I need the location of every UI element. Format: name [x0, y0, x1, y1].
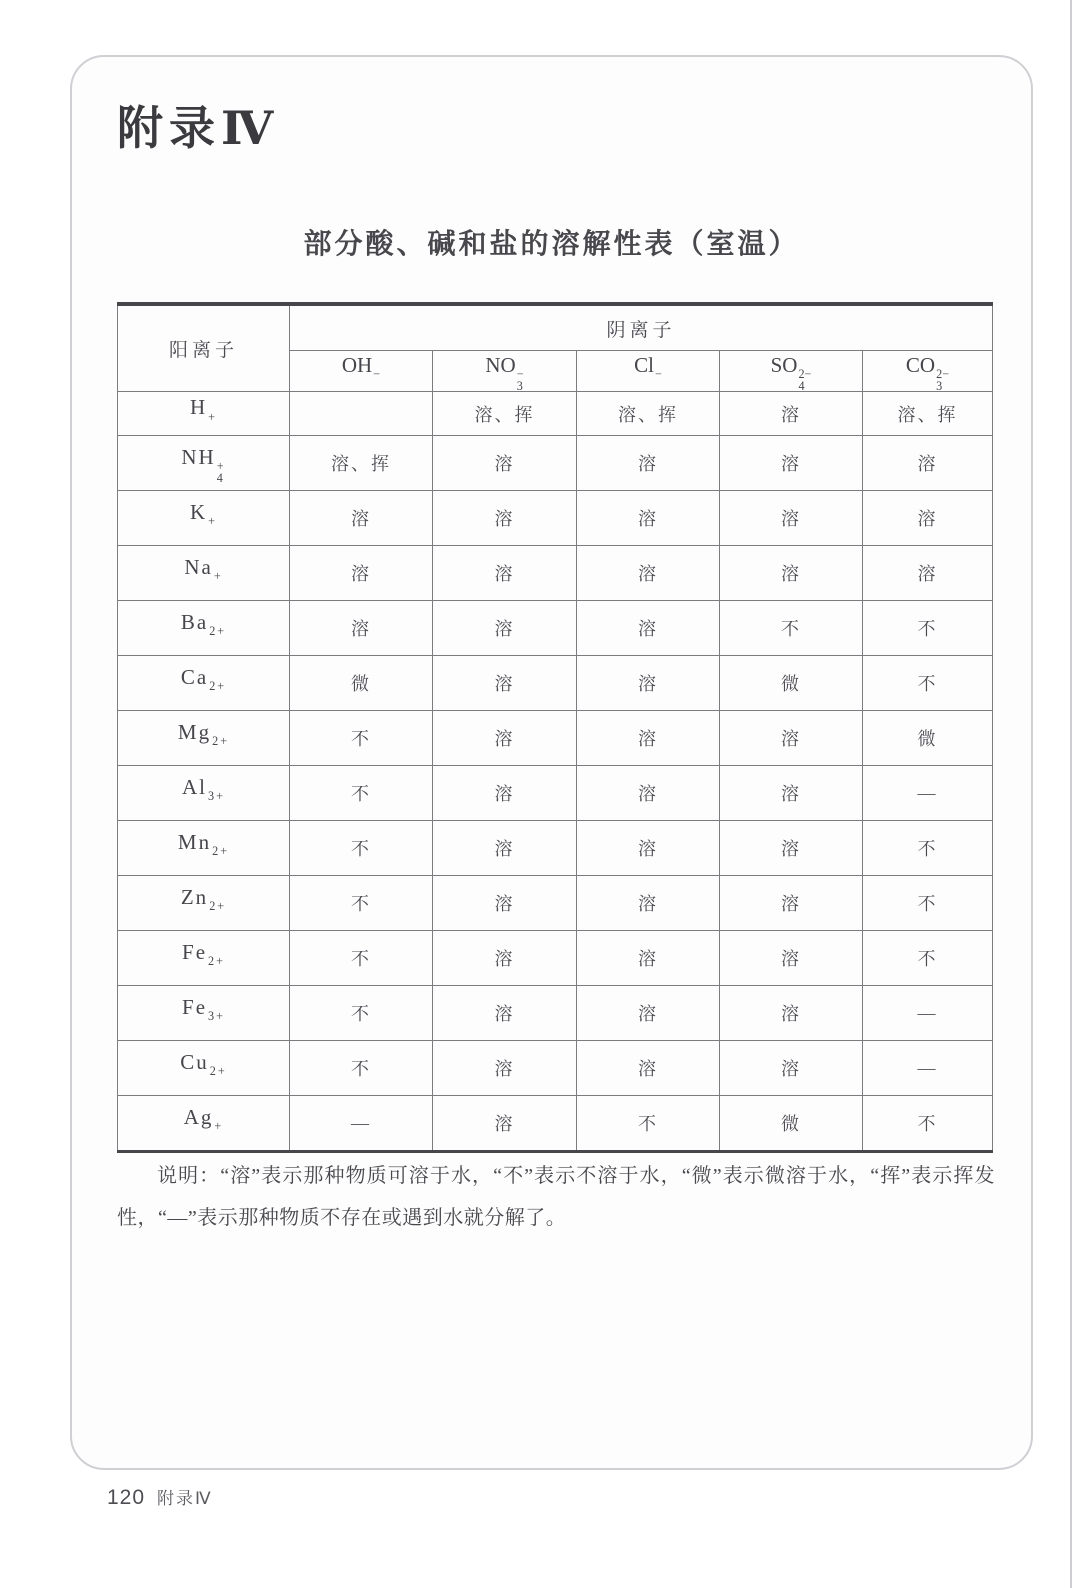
solubility-cell: 溶: [290, 546, 433, 601]
anion-header-cell: [863, 351, 993, 392]
ion-formula-cation-1: NH + 4: [181, 444, 226, 486]
ion-formula-cation-4: Ba 2+: [180, 609, 227, 638]
table-row: [118, 601, 993, 656]
solubility-cell: 溶: [863, 546, 993, 601]
cation-cell: [118, 656, 290, 711]
solubility-cell: 溶: [577, 876, 720, 931]
ion-formula-cation-13: Ag +: [183, 1104, 224, 1133]
page-scan-edge: [1070, 0, 1072, 1588]
solubility-cell: —: [863, 1041, 993, 1096]
solubility-cell: 不: [290, 711, 433, 766]
solubility-cell: 溶: [290, 491, 433, 546]
solubility-cell: 不: [290, 931, 433, 986]
solubility-cell: 不: [290, 986, 433, 1041]
solubility-cell: 溶: [720, 436, 863, 491]
solubility-cell: 不: [863, 1096, 993, 1152]
cation-cell: [118, 392, 290, 436]
solubility-cell: 溶: [720, 546, 863, 601]
solubility-cell: 溶: [720, 931, 863, 986]
table-row: [118, 986, 993, 1041]
cation-cell: [118, 876, 290, 931]
table-row: [118, 392, 993, 436]
cation-cell: [118, 1096, 290, 1152]
ion-formula-cation-11: Fe 3+: [182, 994, 225, 1023]
solubility-cell: 不: [863, 656, 993, 711]
solubility-cell: 溶: [433, 491, 577, 546]
solubility-cell: 不: [290, 766, 433, 821]
appendix-heading: 附录Ⅳ: [117, 103, 280, 154]
solubility-cell: 溶: [433, 436, 577, 491]
ion-formula-cation-8: Mn 2+: [177, 829, 230, 858]
solubility-cell: 不: [863, 931, 993, 986]
solubility-cell: 溶: [577, 436, 720, 491]
solubility-cell: 溶: [720, 711, 863, 766]
solubility-cell: 不: [863, 876, 993, 931]
book-page: [70, 55, 1033, 1470]
solubility-cell: 溶: [720, 986, 863, 1041]
anion-header-cell: [720, 351, 863, 392]
solubility-cell: 不: [863, 601, 993, 656]
ion-formula-anion-3: SO 2− 4: [770, 352, 812, 394]
solubility-cell: 溶: [577, 986, 720, 1041]
table-row: [118, 931, 993, 986]
solubility-cell: 溶: [433, 821, 577, 876]
solubility-cell: 溶: [433, 601, 577, 656]
solubility-cell: 不: [290, 876, 433, 931]
cation-cell: [118, 601, 290, 656]
anion-group-header: 阴离子: [290, 304, 993, 351]
ion-formula-anion-0: OH −: [341, 352, 381, 381]
ion-formula-cation-2: K +: [189, 499, 218, 528]
solubility-table: [117, 302, 993, 1153]
ion-formula-cation-9: Zn 2+: [180, 884, 227, 913]
solubility-cell: 溶: [863, 491, 993, 546]
ion-formula-cation-6: Mg 2+: [177, 719, 230, 748]
anion-header-cell: [290, 351, 433, 392]
table-row: [118, 656, 993, 711]
ion-formula-cation-3: Na +: [184, 554, 223, 583]
cation-cell: [118, 1041, 290, 1096]
solubility-cell: —: [863, 986, 993, 1041]
table-row: [118, 1096, 993, 1152]
solubility-cell: 溶: [577, 931, 720, 986]
table-row: [118, 766, 993, 821]
solubility-cell: 溶: [433, 656, 577, 711]
solubility-cell: 微: [720, 656, 863, 711]
solubility-cell: 溶: [720, 392, 863, 436]
solubility-cell: 不: [863, 821, 993, 876]
solubility-cell: 溶: [863, 436, 993, 491]
solubility-cell: 溶: [433, 766, 577, 821]
solubility-cell: 溶、挥: [863, 392, 993, 436]
solubility-cell: 溶: [577, 491, 720, 546]
cation-cell: [118, 711, 290, 766]
solubility-cell: 溶: [577, 1041, 720, 1096]
footer-appendix-label: 附录Ⅳ: [157, 1489, 213, 1508]
solubility-cell: 溶: [720, 491, 863, 546]
table-row: [118, 436, 993, 491]
solubility-cell: 溶、挥: [433, 392, 577, 436]
anion-header-cell: [433, 351, 577, 392]
cation-cell: [118, 491, 290, 546]
solubility-cell: 不: [290, 821, 433, 876]
cation-cell: [118, 436, 290, 491]
solubility-cell: 微: [863, 711, 993, 766]
ion-formula-cation-0: H +: [189, 395, 218, 424]
solubility-cell: 溶: [577, 656, 720, 711]
solubility-cell: 溶: [433, 711, 577, 766]
solubility-cell: —: [863, 766, 993, 821]
solubility-cell: 溶: [433, 1041, 577, 1096]
solubility-cell: 溶: [577, 546, 720, 601]
solubility-cell: 溶: [577, 766, 720, 821]
solubility-cell: 溶、挥: [290, 436, 433, 491]
solubility-cell: 不: [720, 601, 863, 656]
table-row: [118, 546, 993, 601]
cation-cell: [118, 821, 290, 876]
solubility-table-wrap: [117, 302, 993, 1153]
ion-formula-cation-10: Fe 2+: [182, 939, 225, 968]
table-title: 部分酸、碱和盐的溶解性表（室温）: [303, 229, 800, 260]
solubility-cell: 溶: [433, 1096, 577, 1152]
solubility-cell: 溶: [433, 546, 577, 601]
ion-formula-anion-4: CO 2− 3: [905, 352, 950, 394]
table-row: [118, 1041, 993, 1096]
cation-cell: [118, 766, 290, 821]
cation-column-header: 阳离子: [118, 304, 290, 392]
solubility-cell: [290, 392, 433, 436]
solubility-cell: 溶: [433, 876, 577, 931]
solubility-cell: 溶: [577, 711, 720, 766]
solubility-cell: 微: [720, 1096, 863, 1152]
solubility-cell: 溶: [577, 601, 720, 656]
solubility-cell: 不: [577, 1096, 720, 1152]
solubility-cell: 溶: [290, 601, 433, 656]
solubility-cell: 不: [290, 1041, 433, 1096]
solubility-cell: 溶: [433, 986, 577, 1041]
table-row: [118, 876, 993, 931]
solubility-cell: 溶: [720, 766, 863, 821]
ion-formula-anion-1: NO − 3: [485, 352, 524, 394]
page-number: 120: [107, 1486, 146, 1509]
ion-formula-cation-12: Cu 2+: [180, 1049, 227, 1078]
ion-formula-cation-5: Ca 2+: [180, 664, 227, 693]
table-row: [118, 491, 993, 546]
solubility-cell: 溶: [433, 931, 577, 986]
solubility-cell: —: [290, 1096, 433, 1152]
solubility-cell: 微: [290, 656, 433, 711]
solubility-cell: 溶: [720, 821, 863, 876]
ion-formula-cation-7: Al 3+: [182, 774, 225, 803]
solubility-cell: 溶: [720, 1041, 863, 1096]
solubility-cell: 溶: [720, 876, 863, 931]
page-footer: [107, 1484, 213, 1510]
solubility-cell: 溶: [577, 821, 720, 876]
table-row: [118, 821, 993, 876]
cation-cell: [118, 931, 290, 986]
cation-cell: [118, 986, 290, 1041]
solubility-cell: 溶、挥: [577, 392, 720, 436]
anion-header-cell: [577, 351, 720, 392]
cation-cell: [118, 546, 290, 601]
table-note: 说明：“溶”表示那种物质可溶于水，“不”表示不溶于水，“微”表示微溶于水，“挥”表示挥发性，“—”表示那种物质不存在或遇到水就分解了。: [117, 1165, 995, 1229]
ion-formula-anion-2: Cl −: [634, 352, 662, 381]
table-row: [118, 711, 993, 766]
